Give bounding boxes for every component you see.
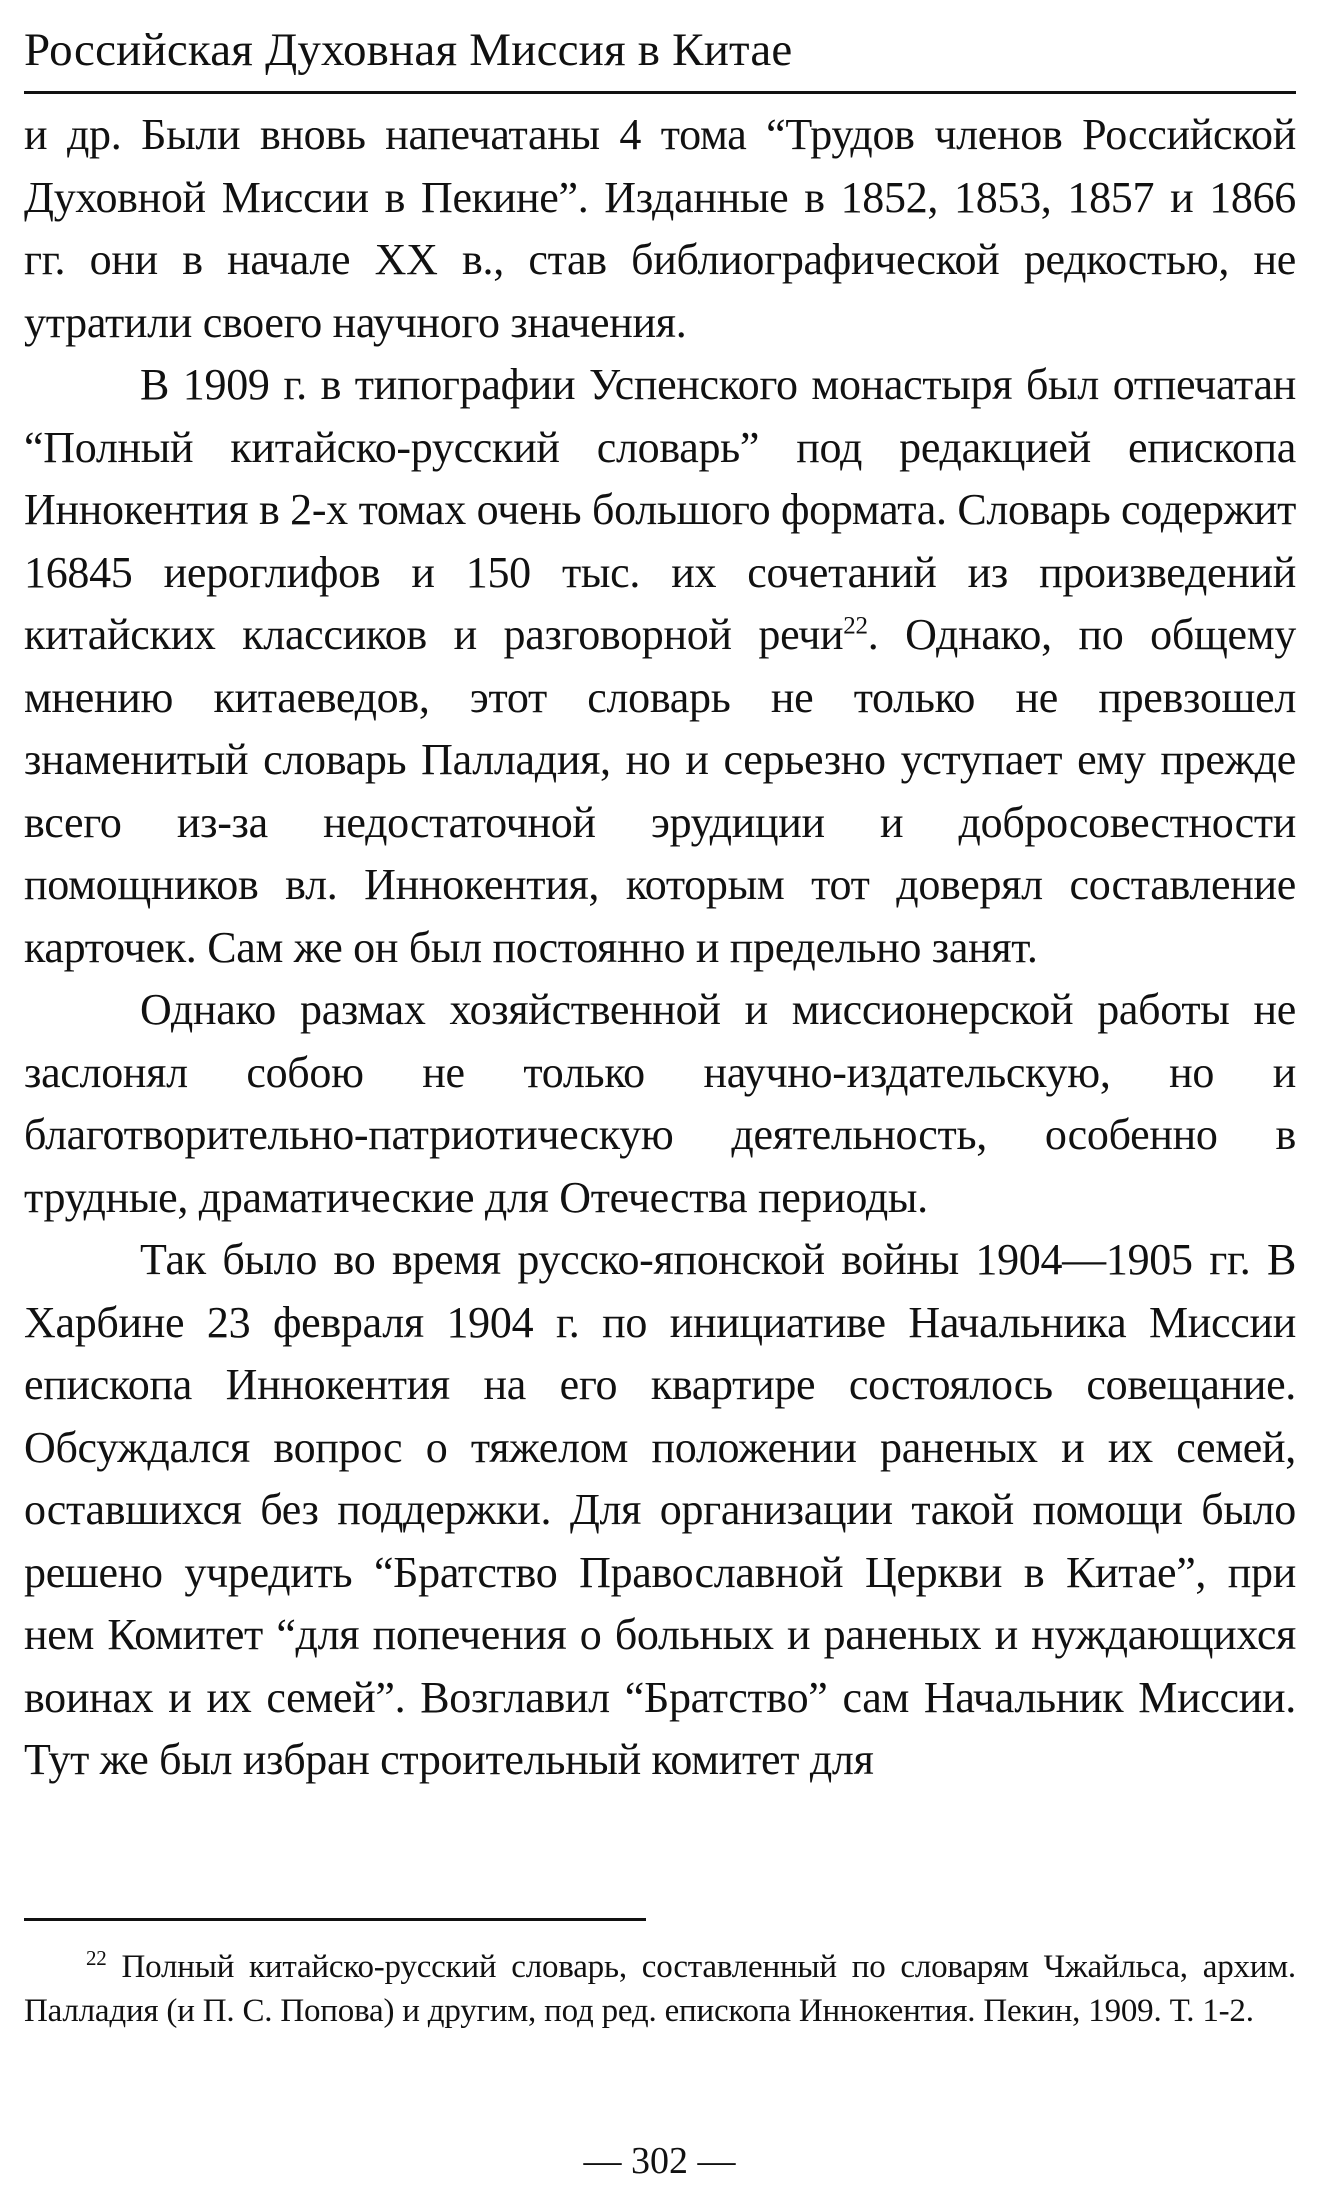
header-rule: [24, 91, 1296, 94]
paragraph-3: Однако размах хозяйственной и миссионерской работы не заслонял собою не только научно-издательскую, но и благотворительно-патриотическую деятельность, особенно в трудные, драматические для Отечества периоды.: [24, 985, 1296, 1222]
running-header: Российская Духовная Миссия в Китае: [24, 24, 793, 76]
body-text: [24, 104, 1296, 1792]
footnote-marker: 22: [86, 1946, 107, 1970]
paragraph-2-continuation: . Однако, по общему мнению китаеведов, этот словарь не только не превзошел знаменитый словарь Палладия, но и серьезно уступает ему прежде всего из-за недостаточной эрудиции и добросовестности помощников вл. Иннокентия, которым тот доверял составление карточек. Сам же он был постоянно и предельно занят.: [24, 610, 1296, 972]
paragraph-2-text: В 1909 г. в типографии Успенского монастыря был отпечатан “Полный китайско-русский словарь” под редакцией епископа Иннокентия в 2-х томах очень большого формата. Словарь содержит 16845 иероглифов и 150 тыс. их сочетаний из произведений китайских классиков и разговорной речи: [24, 360, 1296, 659]
footnote-rule: [24, 1918, 646, 1921]
page-number: — 302 —: [583, 2140, 736, 2182]
footnote-text: Полный китайско-русский словарь, составленный по словарям Чжайльса, архим. Палладия (и П. С. Попова) и другим, под ред. епископа Иннокентия. Пекин, 1909. Т. 1-2.: [24, 1949, 1296, 2029]
footnote-reference[interactable]: 22: [843, 612, 868, 640]
paragraph-2: [24, 354, 1296, 979]
paragraph-1: и др. Были вновь напечатаны 4 тома “Трудов членов Российской Духовной Миссии в Пекине”. Изданные в 1852, 1853, 1857 и 1866 гг. они в начале XX в., став библиографической редкостью, не утратили своего научного значения.: [24, 110, 1296, 347]
paragraph-4: Так было во время русско-японской войны 1904—1905 гг. В Харбине 23 февраля 1904 г. по инициативе Начальника Миссии епископа Иннокентия на его квартире состоялось совещание. Обсуждался вопрос о тяжелом положении раненых и их семей, оставшихся без поддержки. Для организации такой помощи было решено учредить “Братство Православной Церкви в Китае”, при нем Комитет “для попечения о больных и раненых и нуждающихся воинах и их семей”. Возглавил “Братство” сам Начальник Миссии. Тут же был избран строительный комитет для: [24, 1235, 1296, 1784]
footnote: [24, 1945, 1296, 2033]
